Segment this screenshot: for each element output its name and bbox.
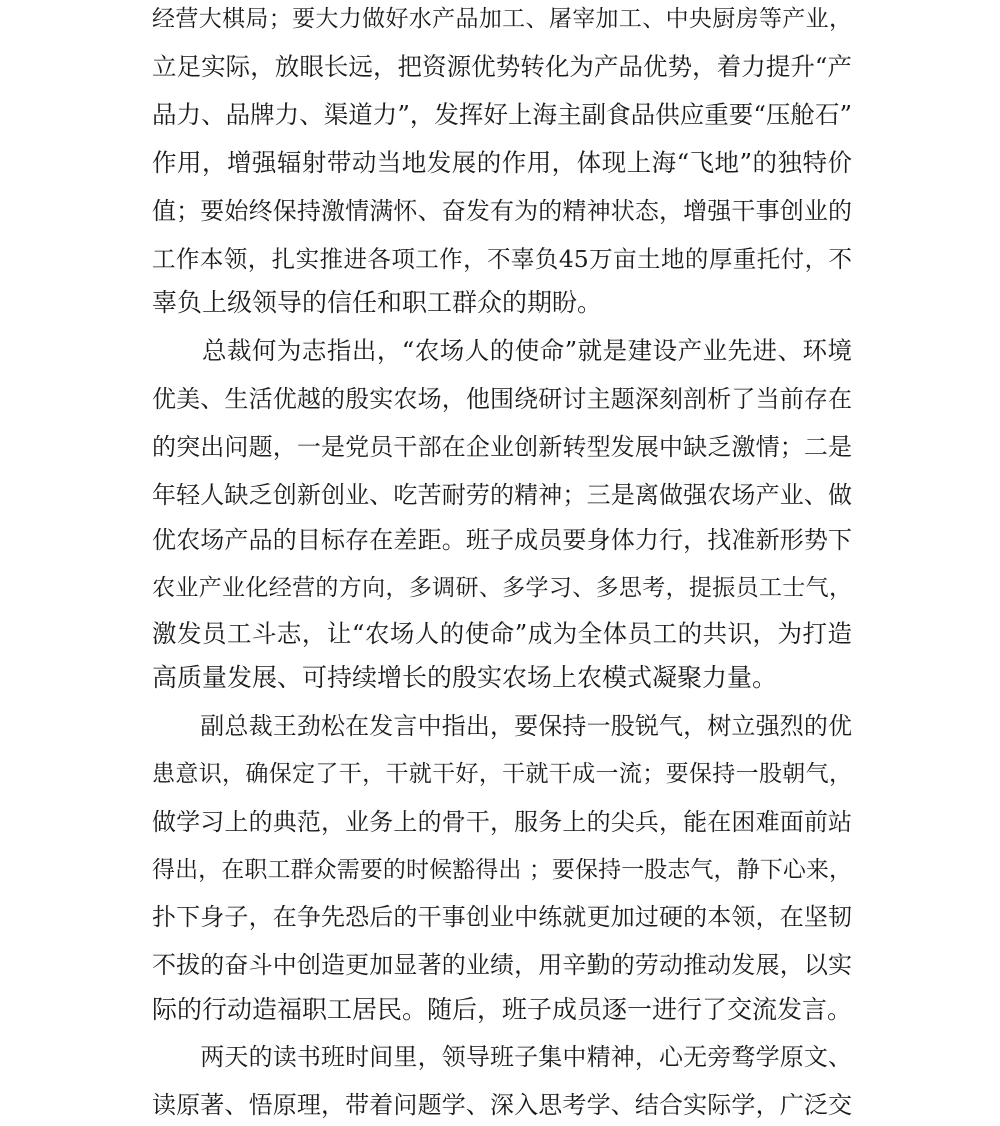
text-line: 值；要始终保持激情满怀、奋发有为的精神状态，增强干事创业的 xyxy=(152,197,852,225)
text-line: 工作本领，扎实推进各项工作，不辜负45万亩土地的厚重托付，不 xyxy=(152,245,852,273)
text-line: 读原著、悟原理，带着问题学、深入思考学、结合实际学，广泛交 xyxy=(152,1091,852,1119)
text-line: 做学习上的典范，业务上的骨干，服务上的尖兵，能在困难面前站 xyxy=(152,808,852,836)
text-line: 优美、生活优越的殷实农场，他围绕研讨主题深刻剖析了当前存在 xyxy=(152,385,852,413)
text-line: 患意识，确保定了干，干就干好，干就干成一流；要保持一股朝气， xyxy=(152,761,852,787)
text-line: 年轻人缺乏创新创业、吃苦耐劳的精神；三是离做强农场产业、做 xyxy=(152,481,852,509)
text-line: 农业产业化经营的方向，多调研、多学习、多思考，提振员工士气， xyxy=(152,575,852,601)
text-line: 激发员工斗志，让“农场人的使命”成为全体员工的共识，为打造 xyxy=(152,619,852,648)
text-line: 两天的读书班时间里，领导班子集中精神，心无旁骛学原文、 xyxy=(152,1043,852,1071)
text-line: 副总裁王劲松在发言中指出，要保持一股锐气，树立强烈的优 xyxy=(152,712,852,740)
text-line: 立足实际，放眼长远，把资源优势转化为产品优势，着力提升“产 xyxy=(152,52,852,81)
text-line: 得出，在职工群众需要的时候豁得出 ；要保持一股志气，静下心来， xyxy=(152,857,852,883)
text-line: 作用，增强辐射带动当地发展的作用，体现上海“飞地”的独特价 xyxy=(152,148,852,177)
text-line: 际的行动造福职工居民。随后，班子成员逐一进行了交流发言。 xyxy=(152,995,853,1024)
text-line: 经营大棋局；要大力做好水产品加工、屠宰加工、中央厨房等产业， xyxy=(152,6,852,32)
text-line: 辜负上级领导的信任和职工群众的期盼。 xyxy=(152,288,603,317)
text-line: 高质量发展、可持续增长的殷实农场上农模式凝聚力量。 xyxy=(152,663,778,692)
text-line: 品力、品牌力、渠道力”，发挥好上海主副食品供应重要“压舱石” xyxy=(152,100,852,129)
text-line: 不拔的奋斗中创造更加显著的业绩，用辛勤的劳动推动发展，以实 xyxy=(152,951,852,979)
text-line: 总裁何为志指出，“农场人的使命”就是建设产业先进、环境 xyxy=(152,336,852,365)
text-line: 的突出问题，一是党员干部在企业创新转型发展中缺乏激情；二是 xyxy=(152,433,852,461)
text-line: 扑下身子，在争先恐后的干事创业中练就更加过硬的本领，在坚韧 xyxy=(152,903,852,931)
text-line: 优农场产品的目标存在差距。班子成员要身体力行，找准新形势下 xyxy=(152,526,852,554)
